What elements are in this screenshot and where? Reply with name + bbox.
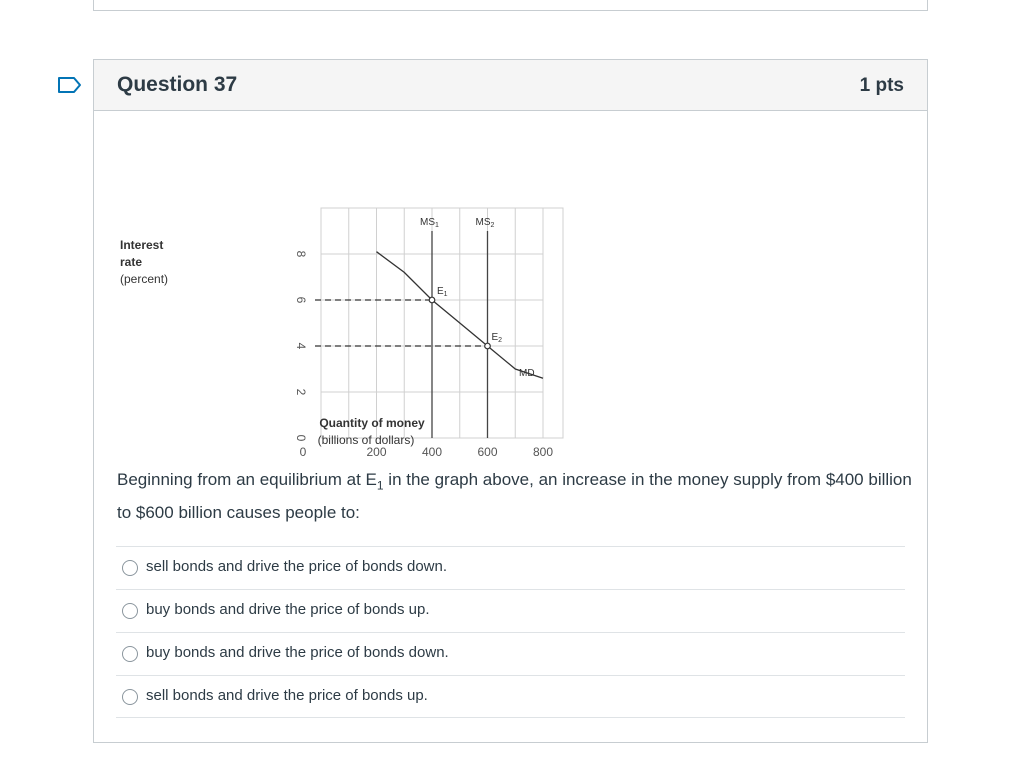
flag-question-icon[interactable] bbox=[57, 76, 83, 94]
e2-label: $E_2$ bbox=[491, 332, 503, 344]
chart-guides bbox=[315, 300, 488, 346]
answer-label: buy bonds and drive the price of bonds up. bbox=[146, 601, 430, 618]
x-tick-label: 400 bbox=[421, 445, 443, 459]
plot-frame bbox=[321, 208, 563, 438]
answer-option-2[interactable] bbox=[116, 589, 905, 632]
question-points: 1 pts bbox=[859, 75, 904, 96]
y-tick-label: 2 bbox=[294, 388, 308, 396]
answer-label: buy bonds and drive the price of bonds down. bbox=[146, 644, 449, 661]
e2-point bbox=[485, 343, 491, 349]
answer-option-3[interactable] bbox=[116, 632, 905, 675]
radio-button[interactable] bbox=[122, 560, 138, 576]
x-tick-label: 600 bbox=[477, 445, 498, 459]
md-label: MD bbox=[519, 368, 535, 380]
chart-labels bbox=[420, 217, 535, 379]
money-market-graph bbox=[116, 140, 554, 459]
y-tick-label: 4 bbox=[294, 342, 308, 350]
y-tick-label: 8 bbox=[294, 250, 308, 258]
answer-option-4[interactable] bbox=[116, 675, 905, 718]
y-tick-label: 6 bbox=[294, 296, 308, 304]
x-tick-label: 800 bbox=[532, 445, 554, 459]
x-tick-label: 0 bbox=[299, 445, 307, 459]
y-axis-label-line1: Interest bbox=[120, 238, 164, 252]
question-text: Beginning from an equilibrium at $E_1$ in the graph above, an increase in the money supply from $400 billion to $600 billion causes people to: bbox=[117, 470, 912, 523]
previous-question-card bbox=[93, 0, 928, 11]
y-axis-label-line2: rate bbox=[120, 255, 143, 269]
x-axis-label-line2: (billions of dollars) bbox=[317, 433, 415, 447]
radio-button[interactable] bbox=[122, 646, 138, 662]
answer-label: sell bonds and drive the price of bonds down. bbox=[146, 558, 448, 575]
radio-button[interactable] bbox=[122, 603, 138, 619]
question-card bbox=[93, 59, 928, 743]
e1-label: $E_1$ bbox=[437, 286, 448, 298]
y-axis-label-line3: (percent) bbox=[120, 272, 169, 286]
answer-list bbox=[116, 546, 905, 718]
x-axis-label-line1: Quantity of money bbox=[319, 416, 425, 430]
chart-grid bbox=[321, 208, 563, 438]
x-tick-label: 200 bbox=[366, 445, 387, 459]
e1-point bbox=[429, 297, 435, 303]
chart-svg bbox=[116, 140, 554, 459]
radio-button[interactable] bbox=[122, 689, 138, 705]
answer-option-1[interactable] bbox=[116, 546, 905, 589]
answer-label: sell bonds and drive the price of bonds up. bbox=[146, 687, 428, 704]
ms2-label: $MS_2$ bbox=[475, 217, 495, 229]
y-tick-label: 0 bbox=[294, 434, 308, 442]
question-header bbox=[94, 60, 927, 111]
ms1-label: $MS_1$ bbox=[420, 217, 439, 229]
question-title: Question 37 bbox=[117, 73, 238, 96]
